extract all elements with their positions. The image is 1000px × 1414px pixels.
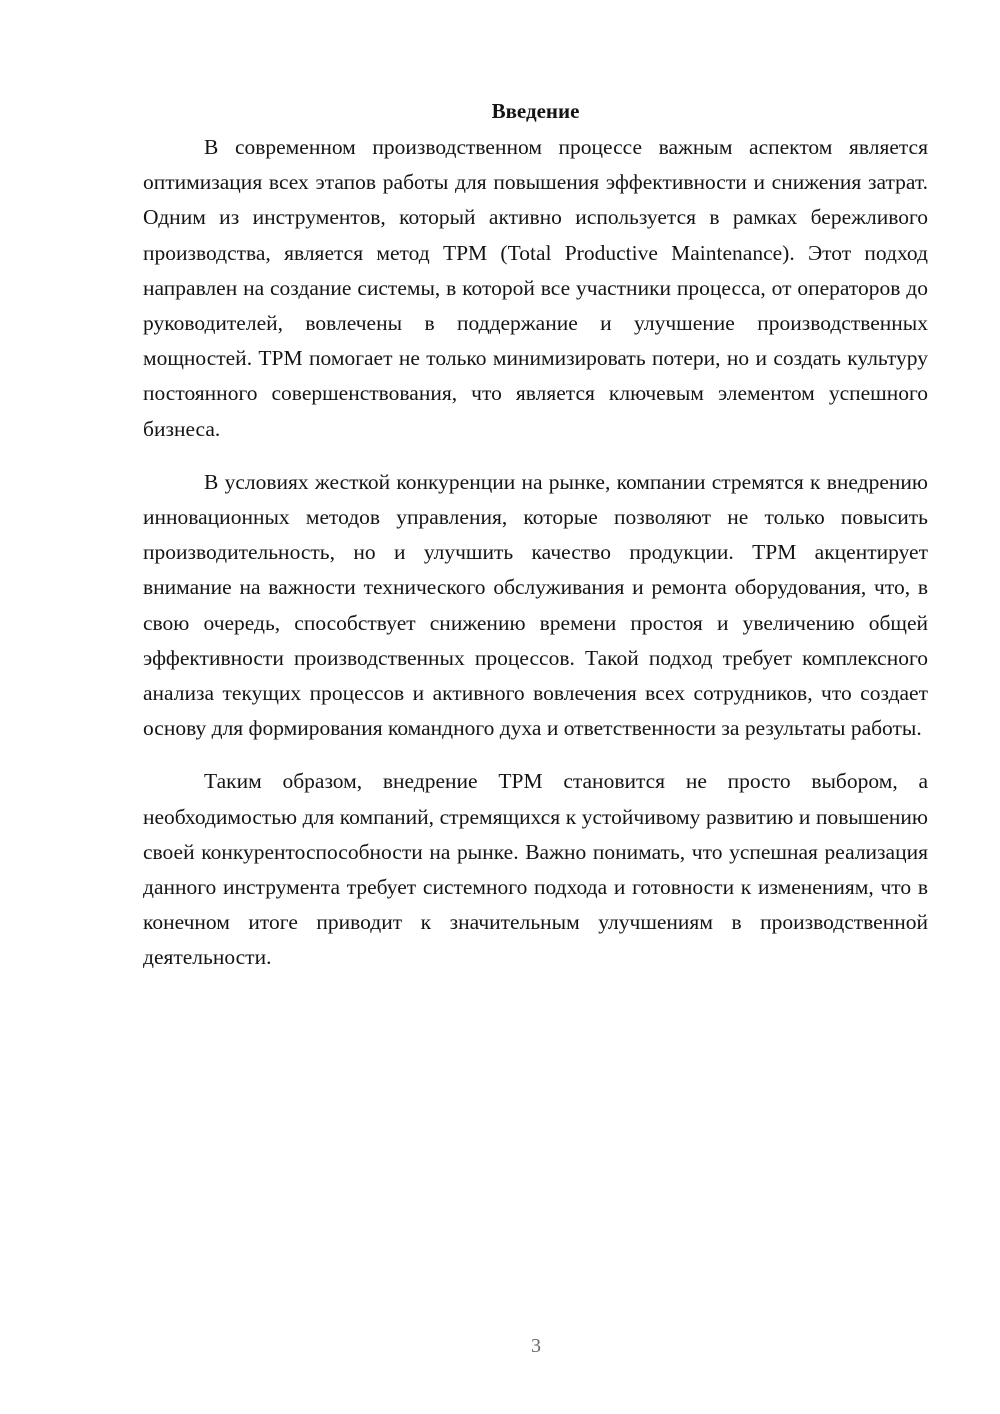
paragraph-2: В условиях жесткой конкуренции на рынке, компании стремятся к внедрению инновационных методов управления, которые позволяют не только повысить производительность, но и улучшить качество продукции. TPM акцентирует внимание на важности технического обслуживания и ремонта оборудования, что, в свою очередь, способствует снижению времени простоя и увеличению общей эффективности производственных процессов. Такой подход требует комплексного анализа текущих процессов и активного вовлечения всех сотрудников, что создает основу для формирования командного духа и ответственности за результаты работы. [143,469,928,741]
section-heading: Введение [491,99,580,123]
paragraph-1: В современном производственном процессе важным аспектом является оптимизация всех этапов работы для повышения эффективности и снижения затрат. Одним из инструментов, который активно используется в рамках бережливого производства, является метод TPM (Total Productive Maintenance). Этот подход направлен на создание системы, в которой все участники процесса, от операторов до руководителей, вовлечены в поддержание и улучшение производственных мощностей. TPM помогает не только минимизировать потери, но и создать культуру постоянного совершенствования, что является ключевым элементом успешного бизнеса. [143,135,928,441]
page-number: 3 [531,1335,541,1357]
paragraph-3: Таким образом, внедрение TPM становится не просто выбором, а необходимостью для компаний, стремящихся к устойчивому развитию и повышению своей конкурентоспособности на рынке. Важно понимать, что успешная реализация данного инструмента требует системного подхода и готовности к изменениям, что в конечном итоге приводит к значительным улучшениям в производственной деятельности. [143,769,928,970]
page-content [143,96,928,976]
